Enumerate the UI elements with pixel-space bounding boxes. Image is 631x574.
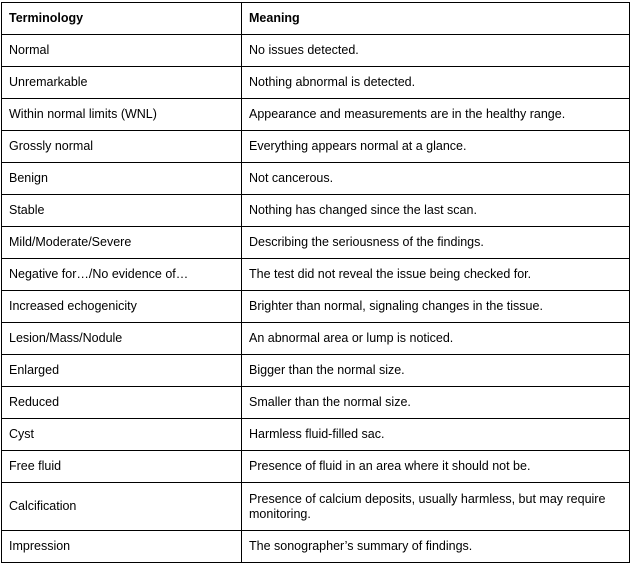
term-cell: Benign — [2, 163, 242, 195]
term-cell: Negative for…/No evidence of… — [2, 259, 242, 291]
header-meaning: Meaning — [242, 3, 630, 35]
term-cell: Cyst — [2, 419, 242, 451]
table-row — [2, 99, 630, 131]
meaning-cell: Presence of fluid in an area where it should not be. — [242, 451, 630, 483]
term-cell: Grossly normal — [2, 131, 242, 163]
term-cell: Impression — [2, 531, 242, 563]
meaning-cell: Harmless fluid-filled sac. — [242, 419, 630, 451]
meaning-cell: Not cancerous. — [242, 163, 630, 195]
meaning-cell: Brighter than normal, signaling changes in the tissue. — [242, 291, 630, 323]
table-row — [2, 483, 630, 531]
term-cell: Free fluid — [2, 451, 242, 483]
meaning-cell: Bigger than the normal size. — [242, 355, 630, 387]
meaning-cell: Describing the seriousness of the findings. — [242, 227, 630, 259]
terminology-table — [1, 2, 630, 563]
meaning-cell: An abnormal area or lump is noticed. — [242, 323, 630, 355]
table-row — [2, 323, 630, 355]
table-row — [2, 419, 630, 451]
meaning-cell: Smaller than the normal size. — [242, 387, 630, 419]
term-cell: Lesion/Mass/Nodule — [2, 323, 242, 355]
table-row — [2, 227, 630, 259]
header-terminology: Terminology — [2, 3, 242, 35]
meaning-cell: Everything appears normal at a glance. — [242, 131, 630, 163]
term-cell: Reduced — [2, 387, 242, 419]
table-row — [2, 195, 630, 227]
table-row — [2, 355, 630, 387]
table-row — [2, 531, 630, 563]
meaning-cell: Nothing has changed since the last scan. — [242, 195, 630, 227]
meaning-cell: Presence of calcium deposits, usually harmless, but may require monitoring. — [242, 483, 630, 531]
table-row — [2, 67, 630, 99]
term-cell: Unremarkable — [2, 67, 242, 99]
meaning-cell: The sonographer’s summary of findings. — [242, 531, 630, 563]
term-cell: Stable — [2, 195, 242, 227]
term-cell: Within normal limits (WNL) — [2, 99, 242, 131]
meaning-cell: The test did not reveal the issue being checked for. — [242, 259, 630, 291]
table-row — [2, 259, 630, 291]
term-cell: Mild/Moderate/Severe — [2, 227, 242, 259]
meaning-cell: No issues detected. — [242, 35, 630, 67]
header-row — [2, 3, 630, 35]
term-cell: Normal — [2, 35, 242, 67]
meaning-cell: Nothing abnormal is detected. — [242, 67, 630, 99]
table-row — [2, 131, 630, 163]
term-cell: Calcification — [2, 483, 242, 531]
table-row — [2, 35, 630, 67]
table-row — [2, 163, 630, 195]
table-row — [2, 451, 630, 483]
term-cell: Increased echogenicity — [2, 291, 242, 323]
meaning-cell: Appearance and measurements are in the healthy range. — [242, 99, 630, 131]
term-cell: Enlarged — [2, 355, 242, 387]
table-row — [2, 387, 630, 419]
table-row — [2, 291, 630, 323]
